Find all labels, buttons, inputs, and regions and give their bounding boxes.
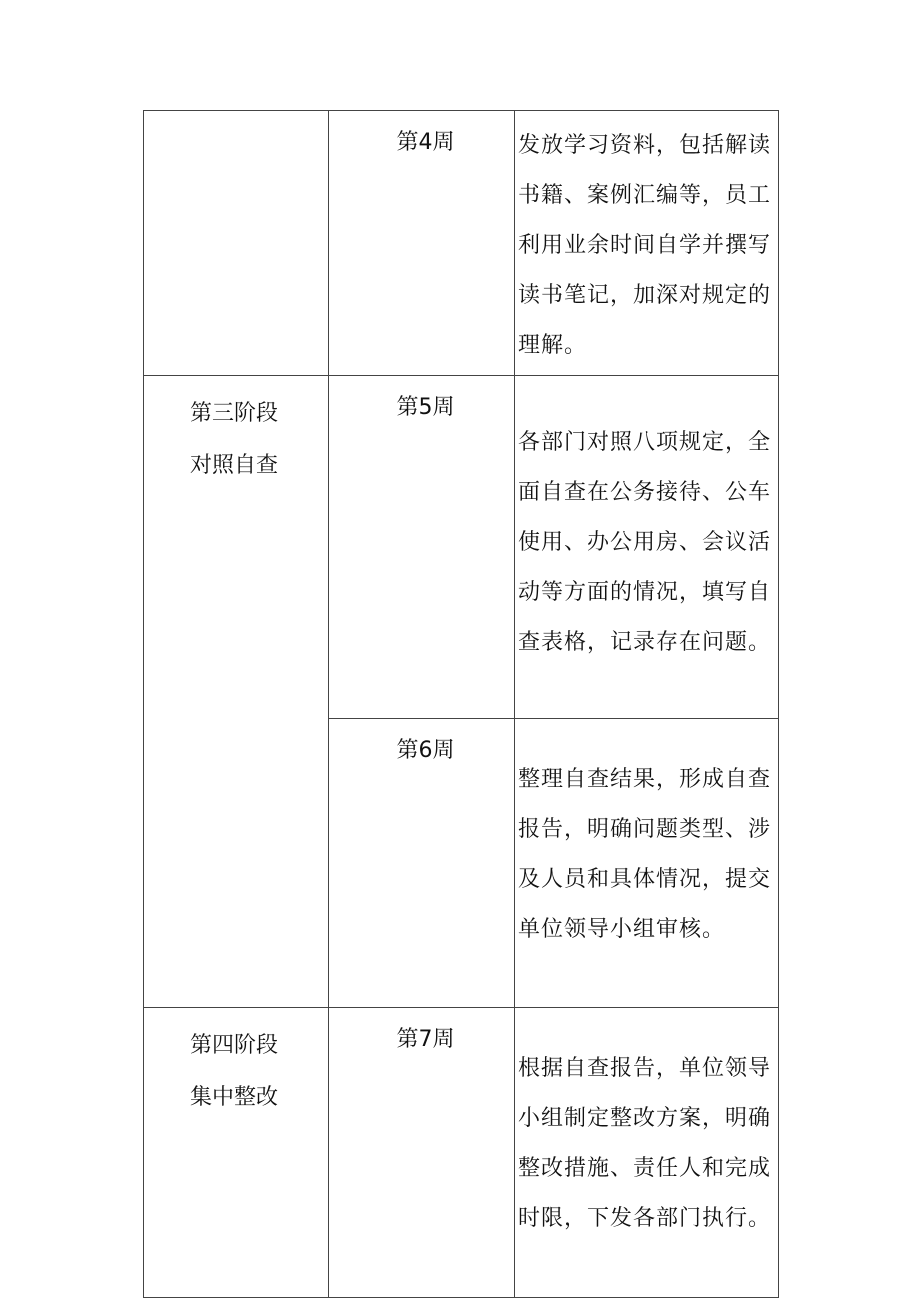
table-row <box>144 1008 779 1298</box>
table-row <box>144 111 779 376</box>
task-cell <box>515 1008 779 1298</box>
task-line: 单位领导小组审核。 <box>518 917 726 942</box>
week-label: 第6周 <box>396 738 455 763</box>
task-line: 使用、办公用房、会议活 <box>518 530 772 555</box>
week-cell <box>329 719 515 1008</box>
week-label: 第4周 <box>396 130 455 155</box>
week-label: 第7周 <box>396 1027 455 1052</box>
task-line: 读书笔记，加深对规定的 <box>518 283 772 308</box>
task-line: 报告，明确问题类型、涉 <box>518 817 772 842</box>
week-cell <box>329 376 515 719</box>
table-row <box>144 376 779 719</box>
phase-subtitle: 集中整改 <box>189 1085 278 1110</box>
task-line: 及人员和具体情况，提交 <box>518 867 772 892</box>
task-line: 动等方面的情况，填写自 <box>518 580 772 605</box>
task-line: 利用业余时间自学并撰写 <box>518 233 772 258</box>
phase-subtitle: 对照自查 <box>189 453 278 478</box>
task-cell <box>515 111 779 376</box>
phase-title: 第三阶段 <box>189 401 278 426</box>
schedule-table <box>143 110 779 1298</box>
task-line: 查表格，记录存在问题。 <box>518 630 772 655</box>
week-cell <box>329 1008 515 1298</box>
phase-title: 第四阶段 <box>189 1033 278 1058</box>
task-line: 各部门对照八项规定，全 <box>518 430 772 455</box>
task-line: 时限，下发各部门执行。 <box>518 1206 772 1231</box>
task-line: 书籍、案例汇编等，员工 <box>518 183 772 208</box>
task-line: 整改措施、责任人和完成 <box>518 1156 772 1181</box>
week-label: 第5周 <box>396 395 455 420</box>
task-line: 发放学习资料，包括解读 <box>518 133 772 158</box>
task-cell <box>515 719 779 1008</box>
task-cell <box>515 376 779 719</box>
task-line: 小组制定整改方案，明确 <box>518 1106 772 1131</box>
task-line: 理解。 <box>518 333 588 358</box>
phase-cell-empty <box>144 111 329 376</box>
task-line: 面自查在公务接待、公车 <box>518 480 772 505</box>
task-line: 整理自查结果，形成自查 <box>518 767 772 792</box>
task-line: 根据自查报告，单位领导 <box>518 1056 772 1081</box>
phase-cell <box>144 376 329 1008</box>
week-cell <box>329 111 515 376</box>
phase-cell <box>144 1008 329 1298</box>
